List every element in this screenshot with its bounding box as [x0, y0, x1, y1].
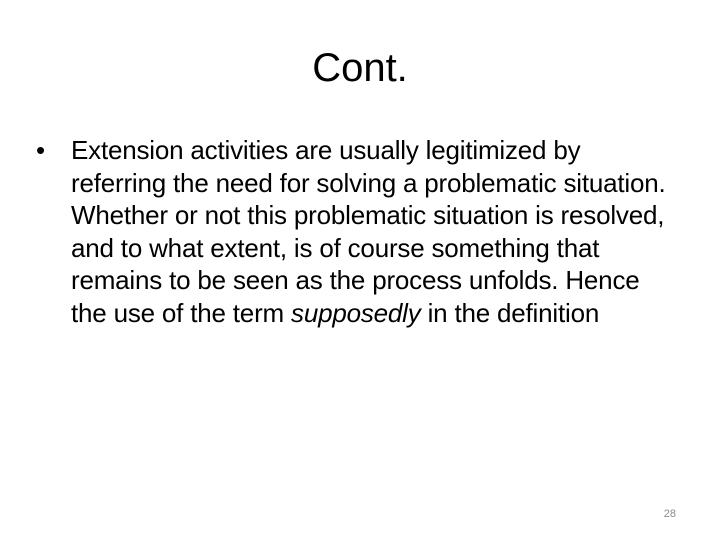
slide-title: Cont. — [312, 46, 408, 90]
page-number: 28 — [663, 508, 676, 520]
bullet-list — [36, 134, 676, 329]
bullet-item — [36, 134, 676, 329]
bullet-text: Extension activities are usually legitimized by referring the need for solving a problematic situation. Whether or not this problematic situation is resolved, and to what extent, is of course something that remains to be seen as the process unfolds. Hence the use of the term — [71, 135, 666, 328]
bullet-emphasis: supposedly — [291, 297, 421, 328]
bullet-icon: • — [36, 135, 45, 165]
bullet-text-end: in the definition — [420, 297, 600, 328]
slide-body — [36, 134, 676, 329]
